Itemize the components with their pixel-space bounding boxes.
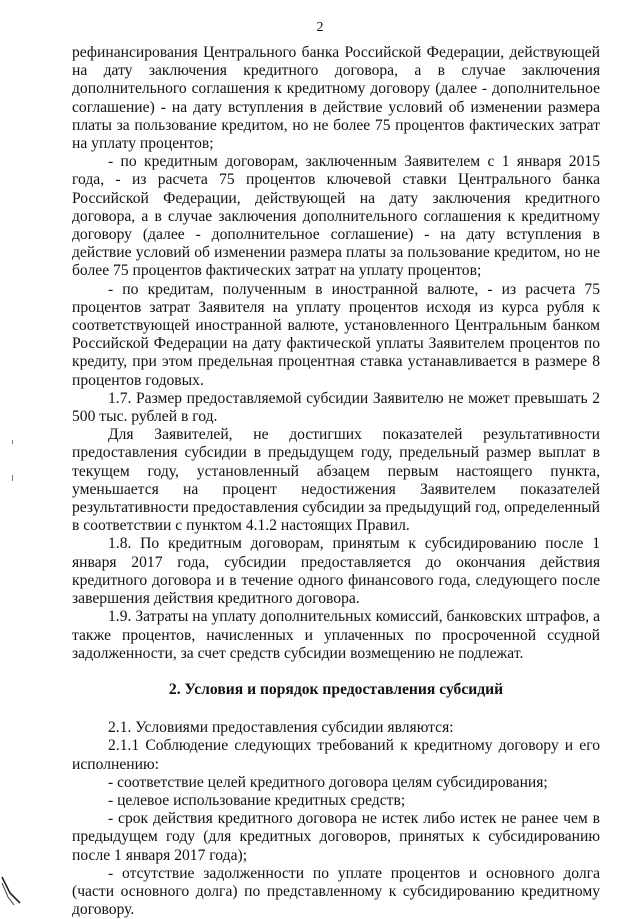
document-body [72,44,600,919]
paragraph: - отсутствие задолженности по уплате процентов и основного долга (части основного долга) по представленному к субсидированию кредитному договору. [72,864,600,919]
paragraph: - целевое использование кредитных средств; [108,791,406,809]
paragraph: - по кредитным договорам, заключенным Заявителем с 1 января 2015 года, - из расчета 75 процентов ключевой ставки Центрального банка Российской Федерации, действующей на дату заключения кредитного договора, а в случае заключения дополнительного соглашения к кредитному договору (далее - дополнительное соглашение) - на дату вступления в действие условий об изменении размера платы за пользование кредитом, но не более 75 процентов фактических затрат на уплату процентов; [72,153,600,280]
paragraph: 1.8. По кредитным договорам, принятым к субсидированию после 1 января 2017 года, субсидии предоставляется до окончания действия кредитного договора и в течение одного финансового года, следующего после завершения действия кредитного договора. [72,535,600,608]
paragraph: - срок действия кредитного договора не истек либо истек не ранее чем в предыдущем году (для кредитных договоров, принятых к субсидированию после 1 января 2017 года); [72,810,600,864]
paragraph: 1.9. Затраты на уплату дополнительных комиссий, банковских штрафов, а также процентов, начисленных и уплаченных по просроченной ссудной задолженности, за счет средств субсидии возмещению не подлежат. [72,608,600,662]
paragraph: Для Заявителей, не достигших показателей результативности предоставления субсидии в предыдущем году, предельный размер выплат в текущем году, установленный абзацем первым настоящего пункта, уменьшается на процент недостижения Заявителем показателей результативности предоставления субсидии за предыдущий год, определенный в соответствии с пунктом 4.1.2 настоящих Правил. [72,426,600,535]
paragraph: рефинансирования Центрального банка Российской Федерации, действующей на дату заключения кредитного договора, а в случае заключения дополнительного соглашения к кредитному договору (далее - дополнительное соглашение) - на дату вступления в действие условий об изменении размера платы за пользование кредитом, но не более 75 процентов фактических затрат на уплату процентов; [72,44,600,153]
section-heading: 2. Условия и порядок предоставления субсидий [168,680,504,698]
paragraph: 1.7. Размер предоставляемой субсидии Заявителю не может превышать 2 500 тыс. рублей в год. [72,389,600,426]
paragraph: - соответствие целей кредитного договора целям субсидирования; [108,773,548,791]
paragraph: - по кредитам, полученным в иностранной валюте, - из расчета 75 процентов затрат Заявителя на уплату процентов исходя из курса рубля к соответствующей иностранной валюте, установленного Центральным банком Российской Федерации на дату фактической уплаты Заявителем процентов по кредиту, при этом предельная процентная ставка устанавливается в размере 8 процентов годовых. [72,280,600,389]
scan-mark [12,440,13,444]
paragraph: 2.1.1 Соблюдение следующих требований к кредитному договору и его исполнению: [72,737,600,773]
page-number: 2 [316,20,324,35]
corner-fold-mark [0,875,22,905]
paragraph: 2.1. Условиями предоставления субсидии являются: [108,719,454,737]
scan-mark [12,475,13,481]
